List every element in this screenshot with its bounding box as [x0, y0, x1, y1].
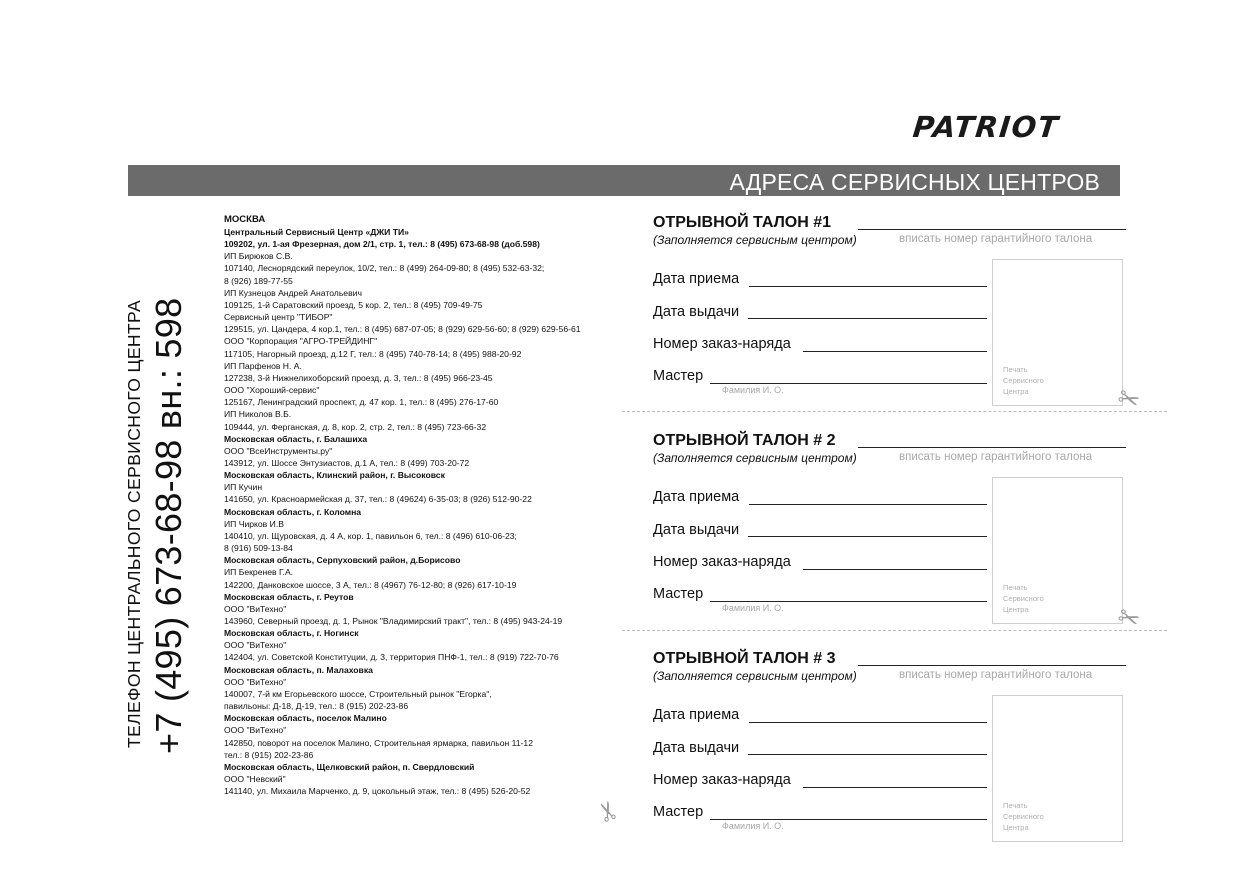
service-center-name: ООО "ВиТехно"	[224, 640, 287, 651]
service-center-address: 109444, ул. Ферганская, д. 8, кор. 2, стр. 2, тел.: 8 (495) 723-66-32	[224, 421, 487, 432]
region-heading: Московская область, г. Балашиха	[224, 433, 368, 444]
tear-off-coupon-1	[653, 214, 1133, 414]
master-line[interactable]	[710, 383, 987, 384]
service-center-address: 140007, 7-й км Егорьевского шоссе, Строительный рынок "Егорка",	[224, 688, 492, 699]
service-center-name: ИП Бекренев Г.А.	[224, 567, 294, 578]
central-service-phone-label: ТЕЛЕФОН ЦЕНТРАЛЬНОГО СЕРВИСНОГО ЦЕНТРА	[124, 299, 144, 748]
cut-line-2	[622, 630, 1167, 631]
date-issued-line[interactable]	[748, 536, 987, 537]
date-received-line[interactable]	[749, 722, 987, 723]
service-center-address: 140410, ул. Щуровская, д. 4 А, кор. 1, павильон 6, тел.: 8 (496) 610-06-23;	[224, 530, 517, 541]
service-center-address: 143960, Северный проезд, д. 1, Рынок "Владимирский тракт", тел.: 8 (495) 943-24-19	[224, 616, 563, 626]
master-name-hint: Фамилия И. О.	[722, 603, 784, 613]
stamp-label: Печать Сервисного Центра	[1003, 801, 1044, 832]
coupon-title: ОТРЫВНОЙ ТАЛОН #1	[653, 214, 832, 231]
date-received-label: Дата приема	[653, 707, 740, 723]
work-order-label: Номер заказ-наряда	[653, 772, 791, 788]
service-center-name: ИП Парфенов Н. А.	[224, 360, 302, 371]
master-label: Мастер	[653, 586, 704, 602]
service-center-address: 109125, 1-й Саратовский проезд, 5 кор. 2, тел.: 8 (495) 709-49-75	[224, 299, 483, 310]
scissors-icon: ✂	[590, 795, 626, 827]
coupon-subtitle: (Заполняется сервисным центром)	[653, 451, 857, 465]
service-center-address: 109202, ул. 1-ая Фрезерная, дом 2/1, стр. 1, тел.: 8 (495) 673-68-98 (доб.598)	[224, 239, 540, 250]
service-center-name: ООО "Хороший-сервис"	[224, 385, 320, 396]
warranty-number-hint: вписать номер гарантийного талона	[899, 669, 1093, 681]
service-center-address: 141140, ул. Михаила Марченко, д. 9, цокольный этаж, тел.: 8 (495) 526-20-52	[224, 786, 531, 797]
service-center-address: 143912, ул. Шоссе Энтузиастов, д.1 А, тел.: 8 (499) 703-20-72	[224, 457, 470, 468]
coupon-title: ОТРЫВНОЙ ТАЛОН # 2	[653, 432, 836, 449]
master-label: Мастер	[653, 368, 704, 384]
stamp-box	[992, 477, 1123, 624]
service-center-address: павильоны: Д-18, Д-19, тел.: 8 (915) 202-23-86	[224, 701, 409, 712]
warranty-number-hint: вписать номер гарантийного талона	[899, 451, 1093, 463]
warranty-number-line[interactable]	[858, 229, 1126, 230]
region-heading: Московская область, Серпуховский район, д.Борисово	[224, 555, 461, 566]
stamp-label: Печать Сервисного Центра	[1003, 365, 1044, 396]
date-received-label: Дата приема	[653, 489, 740, 505]
region-heading: Московская область, поселок Малино	[224, 713, 387, 724]
service-center-address: 125167, Ленинградский проспект, д. 47 кор. 1, тел.: 8 (495) 276-17-60	[224, 397, 499, 408]
service-center-address: 107140, Леснорядский переулок, 10/2, тел.: 8 (499) 264-09-80; 8 (495) 532-63-32;	[224, 263, 545, 274]
service-center-name: ИП Бирюков С.В.	[224, 251, 293, 262]
service-center-name: ИП Николов В.Б.	[224, 409, 292, 420]
date-issued-line[interactable]	[748, 318, 987, 319]
warranty-number-line[interactable]	[858, 447, 1126, 448]
coupon-subtitle: (Заполняется сервисным центром)	[653, 233, 857, 247]
service-center-name: ИП Чирков И.В	[224, 518, 284, 529]
service-center-name: ИП Кучин	[224, 482, 263, 493]
region-heading: Московская область, Клинский район, г. Высоковск	[224, 470, 445, 481]
service-center-name: ООО "Корпорация "АГРО-ТРЕЙДИНГ"	[224, 336, 378, 347]
central-service-phone-number: +7 (495) 673-68-98 вн.: 598	[148, 297, 189, 754]
section-banner	[128, 165, 1120, 196]
date-received-label: Дата приема	[653, 271, 740, 287]
work-order-label: Номер заказ-наряда	[653, 554, 791, 570]
banner-title: АДРЕСА СЕРВИСНЫХ ЦЕНТРОВ	[729, 169, 1100, 195]
work-order-line[interactable]	[803, 569, 987, 570]
master-line[interactable]	[710, 819, 987, 820]
service-center-name: ООО "ВсеИнструменты.ру"	[224, 445, 333, 456]
cut-line-1	[622, 411, 1167, 412]
warranty-number-line[interactable]	[858, 665, 1126, 666]
service-center-address: 142850, поворот на поселок Малино, Строительная ярмарка, павильон 11-12	[224, 737, 533, 748]
service-center-name: Центральный Сервисный Центр «ДЖИ ТИ»	[224, 227, 409, 237]
service-center-address: 129515, ул. Цандера, 4 кор.1, тел.: 8 (495) 687-07-05; 8 (929) 629-56-60; 8 (929) 629-56-61	[224, 324, 581, 335]
work-order-label: Номер заказ-наряда	[653, 336, 791, 352]
scissors-icon: ✂	[1113, 381, 1145, 417]
region-heading: Московская область, г. Реутов	[224, 591, 354, 602]
master-label: Мастер	[653, 804, 704, 820]
service-center-address: тел.: 8 (915) 202-23-86	[224, 749, 314, 760]
date-received-line[interactable]	[749, 504, 987, 505]
service-center-address: 8 (926) 189-77-55	[224, 275, 293, 286]
work-order-line[interactable]	[803, 351, 987, 352]
service-center-name: Сервисный центр "ТИБОР"	[224, 312, 333, 323]
tear-off-coupon-2	[653, 432, 1133, 632]
warranty-number-hint: вписать номер гарантийного талона	[899, 233, 1093, 245]
region-heading: Московская область, Щелковский район, п. Свердловский	[224, 761, 475, 772]
stamp-box	[992, 695, 1123, 842]
service-center-name: ООО "ВиТехно"	[224, 603, 287, 614]
coupon-title: ОТРЫВНОЙ ТАЛОН # 3	[653, 650, 836, 667]
master-name-hint: Фамилия И. О.	[722, 821, 784, 831]
service-center-address: 142200, Данковское шоссе, 3 А, тел.: 8 (4967) 76-12-80; 8 (926) 617-10-19	[224, 579, 517, 590]
date-received-line[interactable]	[749, 286, 987, 287]
service-center-name: ООО "ВиТехно"	[224, 725, 287, 736]
service-center-name: ООО "Невский"	[224, 774, 286, 785]
region-heading: Московская область, п. Малаховка	[224, 664, 373, 675]
work-order-line[interactable]	[803, 787, 987, 788]
date-issued-label: Дата выдачи	[653, 522, 740, 538]
stamp-box	[992, 259, 1123, 406]
master-line[interactable]	[710, 601, 987, 602]
date-issued-label: Дата выдачи	[653, 740, 740, 756]
master-name-hint: Фамилия И. О.	[722, 385, 784, 395]
scissors-icon: ✂	[1113, 600, 1145, 636]
region-heading: Московская область, г. Ногинск	[224, 628, 359, 639]
region-heading: МОСКВА	[224, 214, 266, 225]
coupon-subtitle: (Заполняется сервисным центром)	[653, 669, 857, 683]
service-center-address: 142404, ул. Советской Конституции, д. 3, территория ПНФ-1, тел.: 8 (919) 722-70-76	[224, 652, 559, 663]
service-center-address: 117105, Нагорный проезд, д.12 Г, тел.: 8 (495) 740-78-14; 8 (495) 988-20-92	[224, 348, 522, 359]
service-center-address: 8 (916) 509-13-84	[224, 543, 293, 554]
service-center-address-list	[224, 213, 619, 797]
date-issued-line[interactable]	[748, 754, 987, 755]
service-center-address: 141650, ул. Красноармейская д. 37, тел.: 8 (49624) 6-35-03; 8 (926) 512-90-22	[224, 494, 532, 505]
service-center-name: ИП Кузнецов Андрей Анатольевич	[224, 287, 362, 298]
region-heading: Московская область, г. Коломна	[224, 506, 362, 517]
date-issued-label: Дата выдачи	[653, 304, 740, 320]
tear-off-coupon-3	[653, 650, 1133, 850]
stamp-label: Печать Сервисного Центра	[1003, 583, 1044, 614]
service-center-name: ООО "ВиТехно"	[224, 676, 287, 687]
patriot-logo: PATRIOT	[911, 110, 1061, 144]
service-center-address: 127238, 3-й Нижнелихоборский проезд, д. 3, тел.: 8 (495) 966-23-45	[224, 372, 493, 383]
